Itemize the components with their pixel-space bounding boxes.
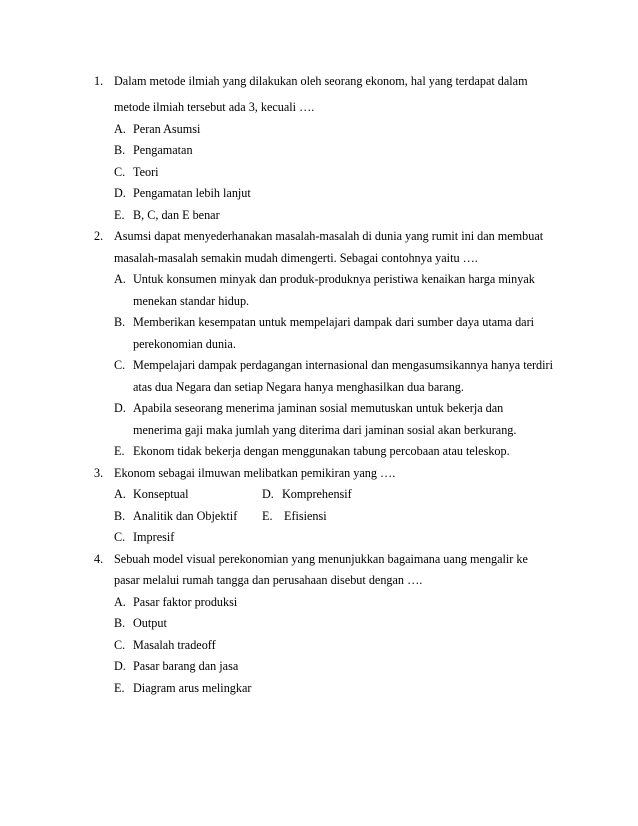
option-text: Pengamatan lebih lanjut [133,186,251,200]
option-letter: C. [114,530,126,544]
option-letter: E. [114,208,125,222]
option-letter: E. [262,509,273,523]
option-text: B, C, dan E benar [133,208,220,222]
option-letter: D. [262,487,274,501]
option-letter: A. [114,122,126,136]
question-number: 3. [94,466,104,480]
option-letter: E. [114,681,125,695]
option-text: Teori [133,165,159,179]
option-text: Mempelajari dampak perdagangan internasional dan mengasumsikannya hanya terdiri [133,358,553,372]
option-text: Memberikan kesempatan untuk mempelajari dampak dari sumber daya utama dari [133,315,535,329]
option-text: Output [133,616,167,630]
option-text: Peran Asumsi [133,122,201,136]
option-letter: D. [114,659,126,673]
option-letter: D. [114,401,126,415]
question-text-line: Ekonom sebagai ilmuwan melibatkan pemikiran yang …. [114,466,396,480]
option-letter: E. [114,444,125,458]
option-text: Pengamatan [133,143,193,157]
question-text-line: Sebuah model visual perekonomian yang menunjukkan bagaimana uang mengalir ke [114,552,528,566]
option-text: Impresif [133,530,175,544]
option-letter: B. [114,509,126,523]
option-text: Apabila seseorang menerima jaminan sosial memutuskan untuk bekerja dan [133,401,504,415]
option-letter: B. [114,315,126,329]
option-text: Pasar faktor produksi [133,595,238,609]
option-text: atas dua Negara dan setiap Negara hanya menghasilkan dua barang. [133,380,464,394]
option-letter: C. [114,165,126,179]
option-text: Komprehensif [282,487,352,501]
option-letter: C. [114,638,126,652]
question-number: 1. [94,74,104,88]
option-letter: A. [114,272,126,286]
option-letter: C. [114,358,126,372]
question-number: 4. [94,552,104,566]
question-text-line: Dalam metode ilmiah yang dilakukan oleh seorang ekonom, hal yang terdapat dalam [114,74,528,88]
option-text: Analitik dan Objektif [133,509,238,523]
option-text: menekan standar hidup. [133,294,250,308]
option-letter: B. [114,143,126,157]
option-text: Efisiensi [284,509,327,523]
option-text: Untuk konsumen minyak dan produk-produknya peristiwa kenaikan harga minyak [133,272,535,286]
option-letter: D. [114,186,126,200]
option-letter: B. [114,616,126,630]
option-text: Pasar barang dan jasa [133,659,239,673]
option-letter: A. [114,595,126,609]
question-text-line: pasar melalui rumah tangga dan perusahaan disebut dengan …. [114,573,423,587]
option-letter: A. [114,487,126,501]
question-number: 2. [94,229,104,243]
question-text-line: Asumsi dapat menyederhanakan masalah-masalah di dunia yang rumit ini dan membuat [114,229,544,243]
option-text: perekonomian dunia. [133,337,236,351]
option-text: Konseptual [133,487,189,501]
option-text: Ekonom tidak bekerja dengan menggunakan tabung percobaan atau teleskop. [133,444,510,458]
question-text-line: metode ilmiah tersebut ada 3, kecuali …. [114,100,315,114]
question-text-line: masalah-masalah semakin mudah dimengerti. Sebagai contohnya yaitu …. [114,251,478,265]
option-text: menerima gaji maka jumlah yang diterima dari jaminan sosial akan berkurang. [133,423,517,437]
option-text: Masalah tradeoff [133,638,216,652]
option-text: Diagram arus melingkar [133,681,252,695]
